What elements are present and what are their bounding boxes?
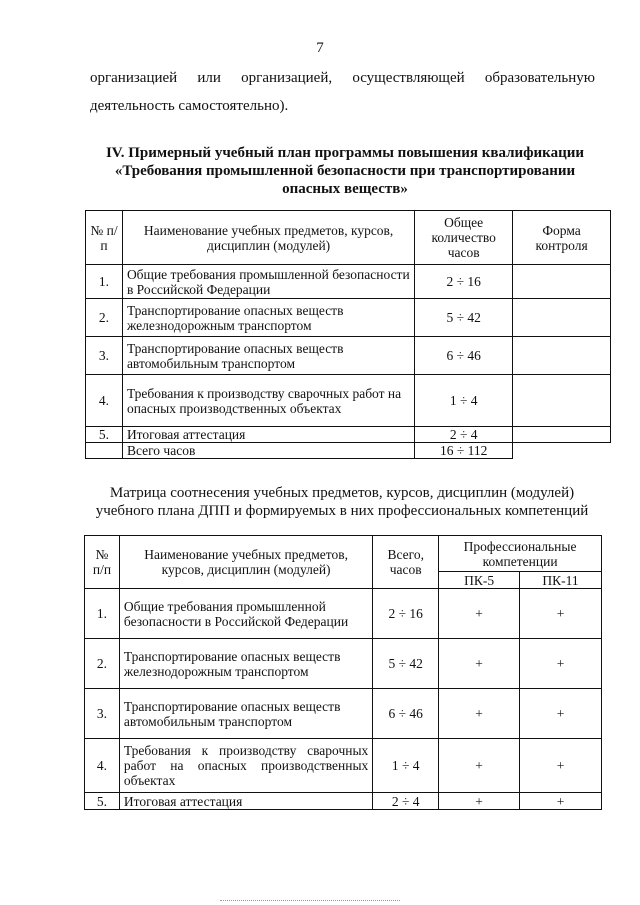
table-row xyxy=(85,793,602,810)
cell-pk5: + xyxy=(439,589,520,639)
table-row xyxy=(85,739,602,793)
cell-empty xyxy=(86,443,123,459)
table-row xyxy=(85,689,602,739)
matrix-title-line: Матрица соотнесения учебных предметов, курсов, дисциплин (модулей) xyxy=(109,485,575,501)
cell-num: 3. xyxy=(86,337,123,375)
cell-pk11: + xyxy=(520,589,602,639)
cell-pk11: + xyxy=(520,689,602,739)
cell-name: Общие требования промышленной безопасности в Российской Федерации xyxy=(119,589,372,639)
cell-hours: 1 ÷ 4 xyxy=(373,739,439,793)
cell-hours: 2 ÷ 4 xyxy=(415,427,513,443)
table-row xyxy=(85,589,602,639)
cell-num: 4. xyxy=(85,739,120,793)
cell-name: Общие требования промышленной безопасности в Российской Федерации xyxy=(122,265,414,299)
page-number: 7 xyxy=(316,40,324,56)
cell-pk5: + xyxy=(439,739,520,793)
cell-name: Транспортирование опасных веществ автомобильным транспортом xyxy=(122,337,414,375)
section-title-line: опасных веществ» xyxy=(282,181,408,197)
cell-control xyxy=(513,299,611,337)
cell-name: Транспортирование опасных веществ железнодорожным транспортом xyxy=(122,299,414,337)
header-control: Форма контроля xyxy=(513,211,611,265)
header-name: Наименование учебных предметов, курсов, дисциплин (модулей) xyxy=(122,211,414,265)
cell-pk11: + xyxy=(520,793,602,810)
cell-hours: 6 ÷ 46 xyxy=(415,337,513,375)
cell-name: Требования к производству сварочных работ на опасных производственных объектах xyxy=(119,739,372,793)
intro-word: осуществляющей xyxy=(352,70,465,86)
cell-hours: 5 ÷ 42 xyxy=(415,299,513,337)
intro-word: организацией, xyxy=(241,70,333,86)
cell-pk5: + xyxy=(439,793,520,810)
matrix-title-line: учебного плана ДПП и формируемых в них профессиональных компетенций xyxy=(95,503,589,519)
cell-hours: 6 ÷ 46 xyxy=(373,689,439,739)
table-header-row xyxy=(86,211,611,265)
cell-pk5: + xyxy=(439,639,520,689)
cell-name: Транспортирование опасных веществ автомобильным транспортом xyxy=(119,689,372,739)
table-row xyxy=(86,299,611,337)
cell-hours: 2 ÷ 16 xyxy=(373,589,439,639)
intro-line-2: деятельность самостоятельно). xyxy=(90,98,289,114)
table-row xyxy=(86,375,611,427)
matrix-table xyxy=(84,535,602,810)
cell-name: Требования к производству сварочных работ на опасных производственных объектах xyxy=(122,375,414,427)
total-label: Всего часов xyxy=(122,443,414,459)
header-num: № п/п xyxy=(86,211,123,265)
cell-name: Транспортирование опасных веществ железнодорожным транспортом xyxy=(119,639,372,689)
cell-num: 2. xyxy=(86,299,123,337)
cell-num: 5. xyxy=(85,793,120,810)
plan-table xyxy=(85,210,611,459)
cell-num: 2. xyxy=(85,639,120,689)
table-total-row xyxy=(86,443,611,459)
table-row xyxy=(85,639,602,689)
header-pk5: ПК-5 xyxy=(439,572,520,589)
cell-name: Итоговая аттестация xyxy=(119,793,372,810)
header-num: № п/п xyxy=(85,536,120,589)
cell-hours: 1 ÷ 4 xyxy=(415,375,513,427)
cell-num: 3. xyxy=(85,689,120,739)
table-row xyxy=(86,427,611,443)
cell-pk5: + xyxy=(439,689,520,739)
table-header-row xyxy=(85,536,602,572)
section-title-line: IV. Примерный учебный план программы повышения квалификации xyxy=(105,145,585,161)
table-row xyxy=(86,265,611,299)
total-hours: 16 ÷ 112 xyxy=(415,443,513,459)
cell-empty xyxy=(513,443,611,459)
table-row xyxy=(86,337,611,375)
cell-num: 4. xyxy=(86,375,123,427)
header-name: Наименование учебных предметов, курсов, дисциплин (модулей) xyxy=(119,536,372,589)
intro-word: образовательную xyxy=(484,70,595,86)
cell-name: Итоговая аттестация xyxy=(122,427,414,443)
cell-pk11: + xyxy=(520,739,602,793)
section-title-line: «Требования промышленной безопасности при транспортировании xyxy=(114,163,576,179)
header-pk11: ПК-11 xyxy=(520,572,602,589)
cell-control xyxy=(513,427,611,443)
header-hours: Общее количество часов xyxy=(415,211,513,265)
cell-control xyxy=(513,375,611,427)
section-title xyxy=(95,144,595,198)
cell-hours: 5 ÷ 42 xyxy=(373,639,439,689)
cell-control xyxy=(513,337,611,375)
cell-control xyxy=(513,265,611,299)
cell-num: 1. xyxy=(86,265,123,299)
footer-divider xyxy=(220,900,400,901)
cell-pk11: + xyxy=(520,639,602,689)
cell-num: 5. xyxy=(86,427,123,443)
cell-hours: 2 ÷ 16 xyxy=(415,265,513,299)
intro-word: или xyxy=(197,70,221,86)
intro-line-1 xyxy=(90,70,595,87)
matrix-title xyxy=(82,484,602,520)
header-competencies: Профессиональные компетенции xyxy=(439,536,602,572)
cell-num: 1. xyxy=(85,589,120,639)
intro-word: организацией xyxy=(90,70,178,86)
header-total: Всего, часов xyxy=(373,536,439,589)
cell-hours: 2 ÷ 4 xyxy=(373,793,439,810)
